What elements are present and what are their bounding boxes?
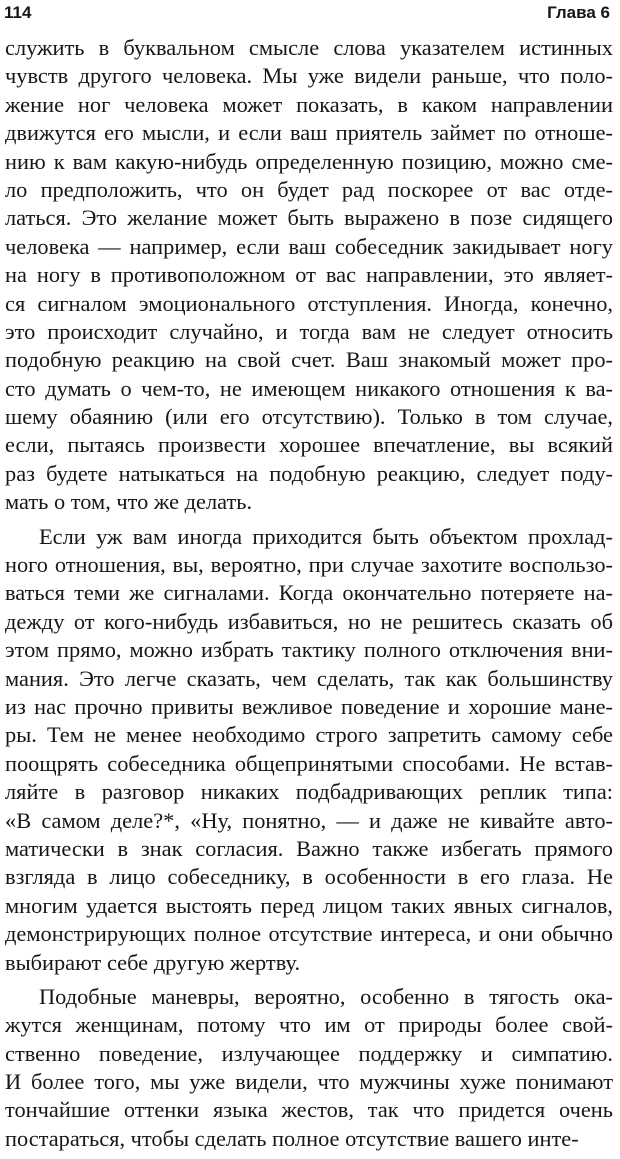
text-line: жутся женщинам, потому что им от природы более свой- xyxy=(5,1012,613,1038)
running-header xyxy=(4,1,610,25)
chapter-title: Глава 6 xyxy=(547,3,610,22)
text-line: ного отношения, вы, вероятно, при случае захотите воспользо- xyxy=(5,552,613,578)
text-line: «В самом деле?*, «Ну, понятно, — и даже не кивайте авто- xyxy=(5,807,613,833)
text-line: взгляда в лицо собеседнику, в особенности в его глаза. Не xyxy=(5,864,613,890)
text-line: демонстрирующих полное отсутствие интереса, и они обычно xyxy=(5,921,613,947)
text-line: И более того, мы уже видели, что мужчины хуже понимают xyxy=(5,1069,613,1095)
text-line: Если уж вам иногда приходится быть объектом прохлад- xyxy=(39,523,613,549)
text-line: этом прямо, можно избрать тактику полного отключения вни- xyxy=(5,637,613,663)
text-line: ры. Тем не менее необходимо строго запретить самому себе xyxy=(5,722,613,748)
text-line: если, пытаясь произвести хорошее впечатление, вы всякий xyxy=(5,432,613,458)
text-line: поощрять собеседника общепринятыми способами. Не встав- xyxy=(5,750,613,776)
paragraph xyxy=(5,523,613,977)
body-text xyxy=(5,34,613,1159)
text-line: ваться теми же сигналами. Когда окончательно потеряете на- xyxy=(5,580,613,606)
text-line: шему обаянию (или его отсутствию). Только в том случае, xyxy=(5,404,613,430)
text-line: это происходит случайно, и тогда вам не следует относить xyxy=(5,318,613,344)
text-line: чувств другого человека. Мы уже видели раньше, что поло- xyxy=(5,63,613,89)
text-line: мания. Это легче сказать, чем сделать, так как большинству xyxy=(5,665,613,691)
text-line: ляйте в разговор никаких подбадривающих реплик типа: xyxy=(5,779,613,805)
text-line: жение ног человека может показать, в каком направлении xyxy=(5,91,613,117)
text-line: выбирают себе другую жертву. xyxy=(5,949,301,975)
text-line: ло предположить, что он будет рад поскорее от вас отде- xyxy=(5,176,613,202)
text-line: служить в буквальном смысле слова указателем истинных xyxy=(5,35,613,60)
text-line: движутся его мысли, и если ваш приятель займет по отноше- xyxy=(5,120,613,146)
text-line: на ногу в противоположном от вас направлении, это являет- xyxy=(5,262,613,288)
text-line: дежду от кого-нибудь избавиться, но не решитесь сказать об xyxy=(5,608,613,634)
text-line: человека — например, если ваш собеседник закидывает ногу xyxy=(5,233,613,259)
text-line: ственно поведение, излучающее поддержку и симпатию. xyxy=(5,1040,613,1066)
text-line: подобную реакцию на свой счет. Ваш знакомый может про- xyxy=(5,347,613,373)
text-line: постараться, чтобы сделать полное отсутствие вашего инте- xyxy=(5,1125,579,1151)
text-line: сто думать о чем-то, не имеющем никакого отношения к ва- xyxy=(5,375,613,401)
paragraph xyxy=(5,983,613,1153)
text-line: матически в знак согласия. Важно также избегать прямого xyxy=(5,835,613,861)
text-line: нию к вам какую-нибудь определенную позицию, можно сме- xyxy=(5,148,613,174)
text-line: ся сигналом эмоционального отступления. Иногда, конечно, xyxy=(5,290,613,316)
text-line: латься. Это желание может быть выражено в позе сидящего xyxy=(5,205,613,231)
text-line: раз будете натыкаться на подобную реакцию, следует поду- xyxy=(5,460,613,486)
text-line: многим удается выстоять перед лицом таких явных сигналов, xyxy=(5,892,613,918)
text-line: Подобные маневры, вероятно, особенно в тягость ока- xyxy=(39,983,613,1009)
text-line: из нас прочно привиты вежливое поведение и хорошие мане- xyxy=(5,693,613,719)
text-line: мать о том, что же делать. xyxy=(5,489,253,515)
page-number: 114 xyxy=(4,3,32,22)
text-line: тончайшие оттенки языка жестов, так что придется очень xyxy=(5,1097,613,1123)
paragraph xyxy=(5,34,613,517)
